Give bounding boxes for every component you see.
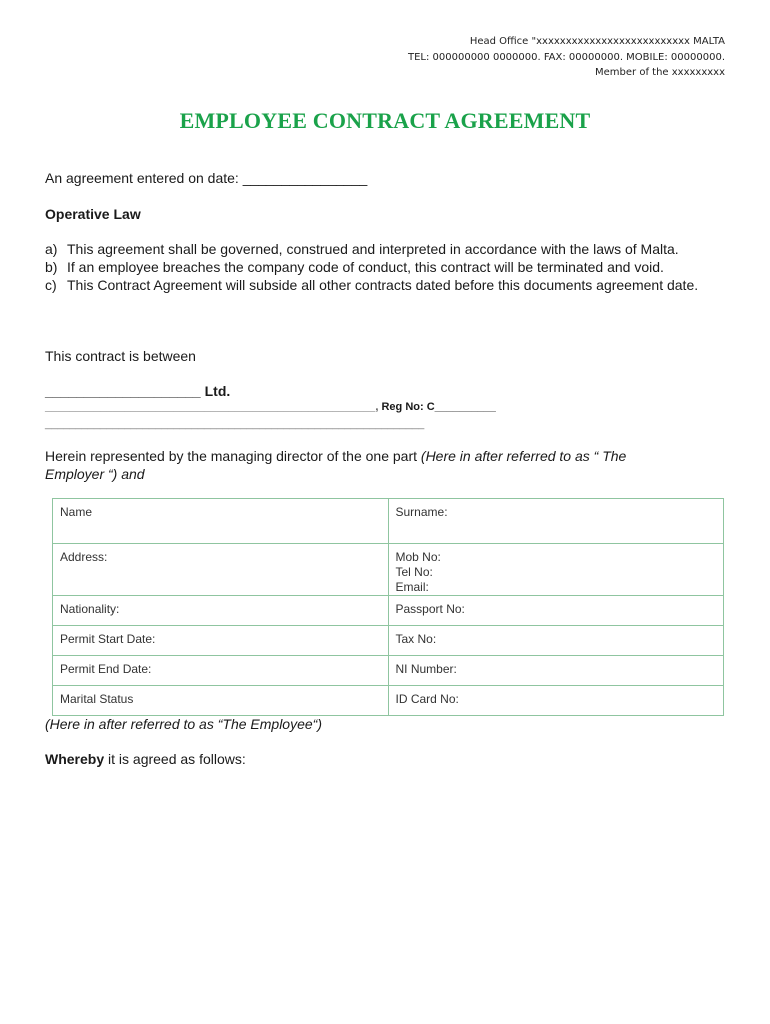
table-row	[53, 596, 724, 626]
list-marker: b)	[45, 259, 58, 275]
document-title: EMPLOYEE CONTRACT AGREEMENT	[179, 108, 591, 133]
company-address-field[interactable]: ______________________________________________________,	[45, 401, 379, 413]
name-cell[interactable]: Name	[53, 499, 389, 544]
header-membership: Member of the xxxxxxxxx	[595, 67, 725, 78]
whereby-line	[45, 750, 246, 768]
header-address: Head Office "xxxxxxxxxxxxxxxxxxxxxxxxxx MALTA	[469, 36, 725, 47]
nationality-cell[interactable]: Nationality:	[53, 596, 389, 626]
office-header	[408, 34, 725, 81]
employer-representation	[45, 447, 685, 483]
employer-reference: (Here in after referred to as “ The Employer “) and	[45, 448, 627, 482]
id-card-cell[interactable]: ID Card No:	[388, 686, 724, 716]
agreement-date-line: An agreement entered on date: ________________	[45, 170, 368, 186]
reg-number-field[interactable]: Reg No: C__________	[381, 401, 496, 413]
company-address-row	[45, 399, 496, 415]
whereby-keyword: Whereby	[45, 751, 105, 767]
company-extra-field[interactable]: ______________________________________________________________	[45, 418, 425, 430]
employee-details-table	[52, 498, 724, 716]
permit-end-cell[interactable]: Permit End Date:	[53, 656, 389, 686]
employee-reference: (Here in after referred to as “The Employee“)	[45, 716, 322, 732]
contact-cell[interactable]	[388, 544, 724, 596]
permit-start-cell[interactable]: Permit Start Date:	[53, 626, 389, 656]
marital-status-cell[interactable]: Marital Status	[53, 686, 389, 716]
operative-law-heading: Operative Law	[45, 206, 141, 222]
mob-label: Mob No:	[395, 550, 441, 564]
surname-cell[interactable]: Surname:	[388, 499, 724, 544]
list-item	[45, 258, 735, 276]
operative-law-list	[45, 240, 735, 294]
ni-number-cell[interactable]: NI Number:	[388, 656, 724, 686]
list-item-text: If an employee breaches the company code of conduct, this contract will be terminated and void.	[67, 259, 664, 275]
tax-cell[interactable]: Tax No:	[388, 626, 724, 656]
passport-cell[interactable]: Passport No:	[388, 596, 724, 626]
email-label: Email:	[395, 580, 429, 594]
table-row	[53, 626, 724, 656]
list-marker: c)	[45, 277, 57, 293]
table-row	[53, 656, 724, 686]
company-name-field[interactable]: ____________________ Ltd.	[45, 383, 231, 399]
whereby-rest: it is agreed as follows:	[104, 751, 246, 767]
table-row	[53, 544, 724, 596]
tel-label: Tel No:	[395, 565, 433, 579]
list-item	[45, 276, 735, 294]
header-contacts: TEL: 000000000 0000000. FAX: 00000000. MOBILE: 00000000.	[407, 51, 725, 63]
list-item-text: This agreement shall be governed, construed and interpreted in accordance with the laws of Malta.	[67, 241, 679, 257]
representation-text: Herein represented by the managing director of the one part	[45, 448, 421, 464]
contract-between-line: This contract is between	[45, 348, 196, 364]
address-cell[interactable]: Address:	[53, 544, 389, 596]
list-item-text: This Contract Agreement will subside all other contracts dated before this documents agreement date.	[67, 277, 699, 293]
list-marker: a)	[45, 241, 58, 257]
table-row	[53, 499, 724, 544]
table-row	[53, 686, 724, 716]
list-item	[45, 240, 735, 258]
